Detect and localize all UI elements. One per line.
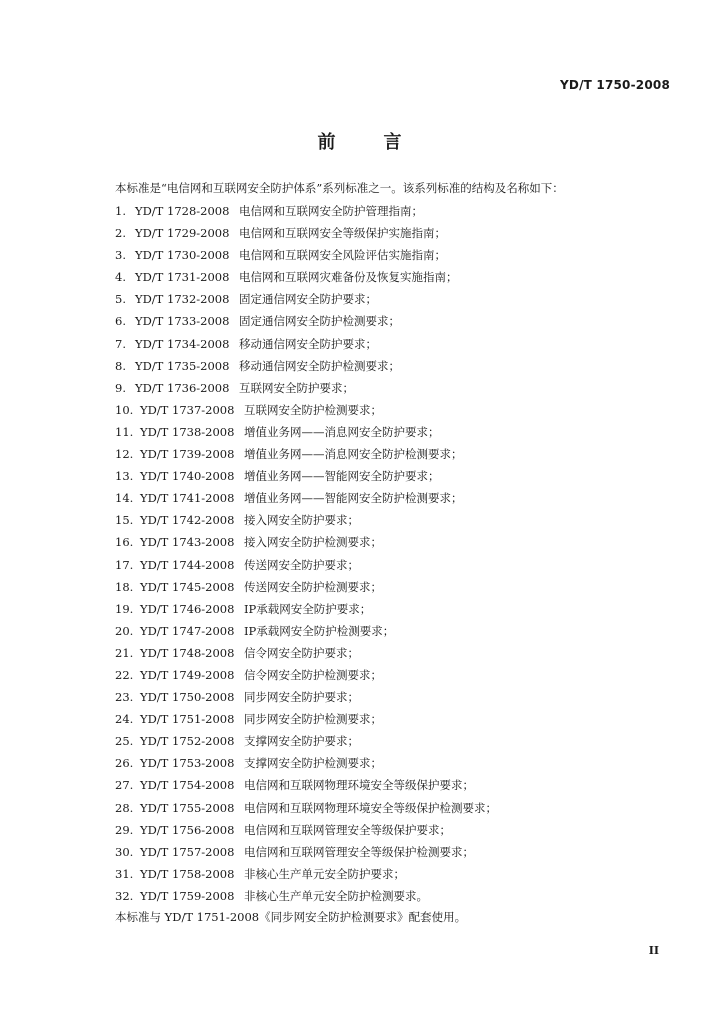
item-standard-code: YD/T 1731-2008 [135, 270, 230, 285]
item-standard-code: YD/T 1734-2008 [135, 336, 230, 351]
item-standard-code: YD/T 1736-2008 [135, 380, 230, 395]
list-item [115, 531, 497, 553]
item-standard-name: 电信网和互联网安全风险评估实施指南； [239, 248, 446, 263]
item-number: 13. [115, 469, 134, 484]
item-number: 24. [115, 712, 134, 727]
item-standard-code: YD/T 1744-2008 [140, 557, 235, 572]
item-number: 15. [115, 513, 134, 528]
list-item [115, 355, 497, 377]
list-item [115, 841, 497, 863]
item-standard-code: YD/T 1737-2008 [140, 402, 235, 417]
standards-list [115, 200, 497, 907]
item-standard-code: YD/T 1732-2008 [135, 292, 230, 307]
list-item [115, 465, 497, 487]
item-number: 8. [115, 358, 126, 373]
list-item [115, 819, 497, 841]
item-standard-code: YD/T 1730-2008 [135, 248, 230, 263]
item-number: 31. [115, 866, 134, 881]
item-number: 2. [115, 226, 126, 241]
list-item [115, 244, 497, 266]
item-standard-code: YD/T 1747-2008 [140, 623, 235, 638]
item-number: 3. [115, 248, 126, 263]
list-item [115, 642, 497, 664]
item-number: 21. [115, 645, 134, 660]
item-standard-code: YD/T 1755-2008 [140, 800, 235, 815]
item-number: 14. [115, 491, 134, 506]
item-number: 27. [115, 778, 134, 793]
item-standard-code: YD/T 1756-2008 [140, 822, 235, 837]
item-number: 5. [115, 292, 126, 307]
item-number: 9. [115, 380, 126, 395]
item-number: 18. [115, 579, 134, 594]
item-number: 22. [115, 667, 134, 682]
standard-code-header: YD/T 1750-2008 [560, 78, 670, 92]
item-number: 20. [115, 623, 134, 638]
item-number: 32. [115, 888, 134, 903]
item-standard-name: 电信网和互联网物理环境安全等级保护检测要求； [244, 800, 497, 815]
item-standard-code: YD/T 1759-2008 [140, 888, 235, 903]
list-item [115, 686, 497, 708]
item-standard-name: 信令网安全防护检测要求； [244, 667, 382, 682]
closing-paragraph: 本标准与 YD/T 1751-2008《同步网安全防护检测要求》配套使用。 [115, 910, 467, 924]
list-item [115, 598, 497, 620]
item-standard-name: 电信网和互联网管理安全等级保护要求； [244, 822, 451, 837]
item-number: 17. [115, 557, 134, 572]
item-number: 25. [115, 734, 134, 749]
item-standard-name: 传送网安全防护检测要求； [244, 579, 382, 594]
item-standard-code: YD/T 1749-2008 [140, 667, 235, 682]
item-standard-name: 电信网和互联网安全防护管理指南； [239, 204, 423, 218]
item-number: 16. [115, 535, 134, 550]
list-item [115, 421, 497, 443]
list-item [115, 797, 497, 819]
item-standard-name: 接入网安全防护要求； [244, 513, 359, 528]
list-item [115, 554, 497, 576]
item-standard-name: 增值业务网——智能网安全防护检测要求； [244, 491, 463, 506]
item-standard-code: YD/T 1738-2008 [140, 424, 235, 439]
item-standard-code: YD/T 1754-2008 [140, 778, 235, 793]
item-standard-code: YD/T 1741-2008 [140, 491, 235, 506]
item-standard-name: 非核心生产单元安全防护要求； [244, 866, 405, 881]
item-standard-name: 移动通信网安全防护要求； [239, 336, 377, 351]
list-item [115, 310, 497, 332]
list-item [115, 200, 497, 222]
item-number: 23. [115, 690, 134, 705]
item-standard-code: YD/T 1739-2008 [140, 447, 235, 462]
list-item [115, 708, 497, 730]
item-standard-name: 电信网和互联网管理安全等级保护检测要求； [244, 844, 474, 859]
item-standard-name: 固定通信网安全防护检测要求； [239, 314, 400, 329]
item-standard-code: YD/T 1758-2008 [140, 866, 235, 881]
list-item [115, 863, 497, 885]
list-item [115, 730, 497, 752]
item-number: 12. [115, 447, 134, 462]
item-standard-code: YD/T 1750-2008 [140, 690, 235, 705]
item-number: 1. [115, 204, 126, 218]
item-standard-code: YD/T 1728-2008 [135, 204, 230, 218]
list-item [115, 288, 497, 310]
item-standard-code: YD/T 1740-2008 [140, 469, 235, 484]
item-standard-name: 移动通信网安全防护检测要求； [239, 358, 400, 373]
item-number: 28. [115, 800, 134, 815]
list-item [115, 885, 497, 907]
item-standard-name: IP承载网安全防护检测要求； [244, 623, 395, 638]
list-item [115, 399, 497, 421]
list-item [115, 266, 497, 288]
item-standard-name: 支撑网安全防护检测要求； [244, 756, 382, 771]
item-standard-name: 电信网和互联网物理环境安全等级保护要求； [244, 778, 474, 793]
list-item [115, 509, 497, 531]
item-number: 11. [115, 424, 134, 439]
list-item [115, 774, 497, 796]
page-title [0, 128, 719, 154]
item-number: 4. [115, 270, 126, 285]
item-standard-name: 电信网和互联网灾难备份及恢复实施指南； [239, 270, 458, 285]
item-standard-name: 同步网安全防护要求； [244, 690, 359, 705]
list-item [115, 222, 497, 244]
title-char-1: 前 [317, 132, 336, 153]
item-number: 10. [115, 402, 134, 417]
item-number: 6. [115, 314, 126, 329]
list-item [115, 487, 497, 509]
list-item [115, 333, 497, 355]
item-standard-code: YD/T 1748-2008 [140, 645, 235, 660]
list-item [115, 443, 497, 465]
item-standard-code: YD/T 1757-2008 [140, 844, 235, 859]
item-standard-code: YD/T 1746-2008 [140, 601, 235, 616]
item-number: 19. [115, 601, 134, 616]
item-standard-name: 互联网安全防护检测要求； [244, 402, 382, 417]
list-item [115, 620, 497, 642]
page-number: II [648, 944, 659, 957]
item-standard-code: YD/T 1751-2008 [140, 712, 235, 727]
item-standard-name: 非核心生产单元安全防护检测要求。 [244, 888, 428, 903]
item-standard-code: YD/T 1735-2008 [135, 358, 230, 373]
list-item [115, 576, 497, 598]
item-standard-code: YD/T 1752-2008 [140, 734, 235, 749]
item-number: 7. [115, 336, 126, 351]
item-standard-code: YD/T 1745-2008 [140, 579, 235, 594]
item-number: 30. [115, 844, 134, 859]
item-standard-name: 接入网安全防护检测要求； [244, 535, 382, 550]
item-number: 29. [115, 822, 134, 837]
item-standard-name: 支撑网安全防护要求； [244, 734, 359, 749]
item-standard-name: 传送网安全防护要求； [244, 557, 359, 572]
item-standard-code: YD/T 1733-2008 [135, 314, 230, 329]
item-standard-name: 增值业务网——智能网安全防护要求； [244, 469, 440, 484]
item-standard-code: YD/T 1753-2008 [140, 756, 235, 771]
intro-paragraph: 本标准是“电信网和互联网安全防护体系”系列标准之一。该系列标准的结构及名称如下： [115, 181, 564, 195]
item-standard-name: 固定通信网安全防护要求； [239, 292, 377, 307]
item-standard-code: YD/T 1742-2008 [140, 513, 235, 528]
item-standard-code: YD/T 1743-2008 [140, 535, 235, 550]
item-standard-name: 电信网和互联网安全等级保护实施指南； [239, 226, 446, 241]
item-standard-name: 同步网安全防护检测要求； [244, 712, 382, 727]
item-standard-name: 信令网安全防护要求； [244, 645, 359, 660]
item-standard-name: 增值业务网——消息网安全防护要求； [244, 424, 440, 439]
list-item [115, 664, 497, 686]
item-standard-code: YD/T 1729-2008 [135, 226, 230, 241]
list-item [115, 752, 497, 774]
title-char-2: 言 [383, 132, 402, 153]
item-standard-name: 互联网安全防护要求； [239, 380, 354, 395]
item-standard-name: 增值业务网——消息网安全防护检测要求； [244, 447, 463, 462]
item-standard-name: IP承载网安全防护要求； [244, 601, 372, 616]
item-number: 26. [115, 756, 134, 771]
list-item [115, 377, 497, 399]
